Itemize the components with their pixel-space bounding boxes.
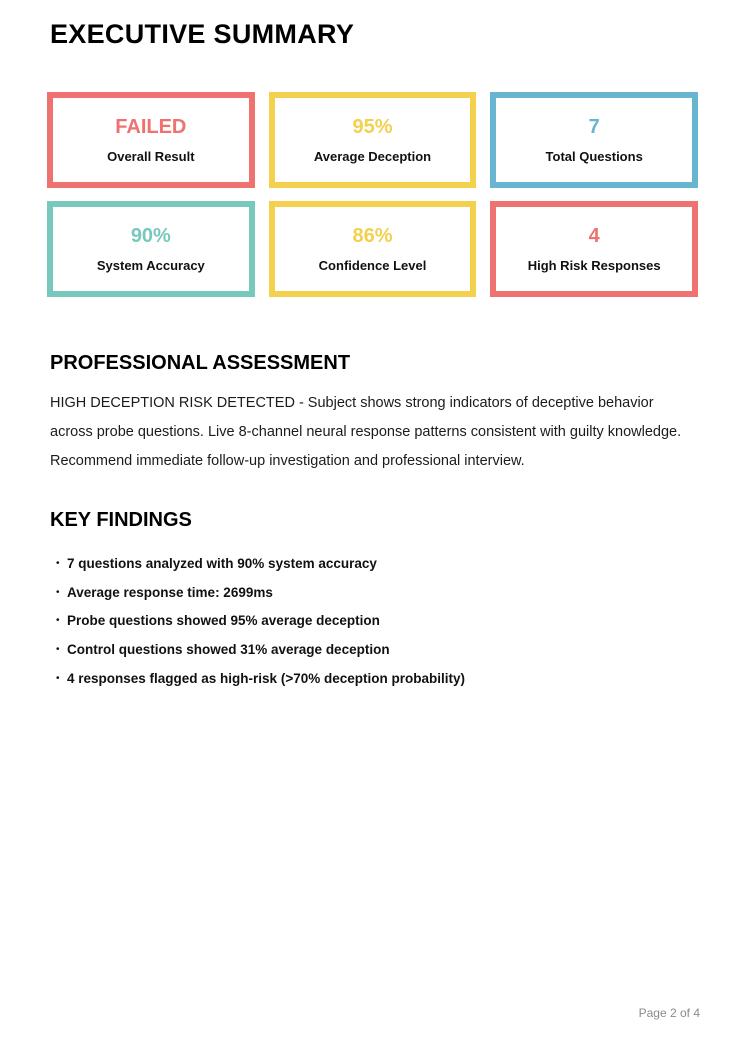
stat-label: Overall Result: [107, 149, 195, 164]
stat-label: High Risk Responses: [527, 258, 661, 273]
stat-label: System Accuracy: [96, 258, 205, 273]
stat-value: 7: [588, 116, 600, 138]
stat-label: Average Deception: [313, 149, 432, 164]
finding-item: • Average response time: 2699ms: [67, 579, 698, 608]
stat-card-system-accuracy: [47, 201, 255, 297]
stat-value: 95%: [352, 116, 393, 138]
assessment-paragraph: HIGH DECEPTION RISK DETECTED - Subject shows strong indicators of deceptive behavior across probe questions. Live 8-channel neural response patterns consistent with guilty knowledge. Recommend immediate follow-up investigation and professional interview.: [50, 395, 682, 469]
page-number: Page 2 of 4: [638, 1006, 700, 1020]
stat-card-confidence-level: [269, 201, 477, 297]
stat-value: 86%: [352, 225, 393, 247]
stat-card-total-questions: [490, 92, 698, 188]
stat-label: Confidence Level: [318, 258, 427, 273]
key-findings-list: [50, 550, 698, 694]
section-heading-key-findings: KEY FINDINGS: [50, 509, 192, 531]
finding-item: • Control questions showed 31% average deception: [67, 636, 698, 665]
page-title: EXECUTIVE SUMMARY: [50, 19, 355, 49]
section-heading-professional-assessment: PROFESSIONAL ASSESSMENT: [50, 352, 351, 374]
finding-item: • 7 questions analyzed with 90% system accuracy: [67, 550, 698, 579]
stat-card-grid: [47, 92, 698, 297]
finding-item: • 4 responses flagged as high-risk (>70% deception probability): [67, 665, 698, 694]
stat-card-overall-result: [47, 92, 255, 188]
stat-value: FAILED: [115, 116, 187, 138]
stat-card-average-deception: [269, 92, 477, 188]
stat-label: Total Questions: [545, 149, 643, 164]
stat-value: 4: [588, 225, 600, 247]
stat-value: 90%: [130, 225, 171, 247]
finding-item: • Probe questions showed 95% average deception: [67, 607, 698, 636]
stat-card-high-risk-responses: [490, 201, 698, 297]
